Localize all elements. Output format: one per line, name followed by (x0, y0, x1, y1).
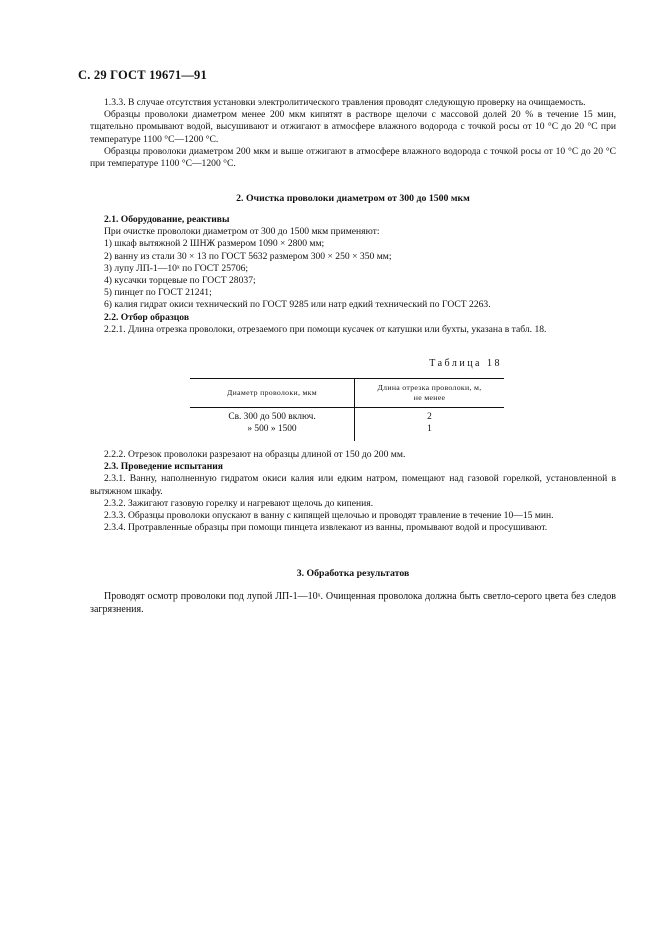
section-2-body (90, 214, 616, 336)
table-caption: Таблица 18 (429, 358, 502, 369)
paragraph-2-3-3: 2.3.3. Образцы проволоки опускают в ванну с кипящей щелочью и проводят травление в течение 10—15 мин. (104, 510, 554, 522)
heading-2-2: 2.2. Отбор образцов (104, 311, 190, 323)
heading-2-1: 2.1. Оборудование, реактивы (104, 214, 230, 225)
paragraph-2-3-1: 2.3.1. Ванну, наполненную гидратом окиси калия или едким натром, помещают над газовой горелкой, установленной в вытяжном шкафу. (90, 473, 616, 497)
header-length-line2: не менее (413, 393, 446, 402)
section-2-title: 2. Очистка проволоки диаметром от 300 до 1500 мкм (236, 193, 470, 204)
list-item: 3) лупу ЛП-1—10ˣ по ГОСТ 25706; (104, 262, 249, 274)
list-item: 2) ванну из стали 30 × 13 по ГОСТ 5632 размером 300 × 250 × 350 мм; (104, 250, 392, 262)
paragraph-2-2-2: 2.2.2. Отрезок проволоки разрезают на образцы длиной от 150 до 200 мм. (104, 449, 406, 460)
cell-length: 2 (355, 408, 505, 424)
paragraph-1-3-3: 1.3.3. В случае отсутствия установки электролитического травления проводят следующую проверку на очищаемость. (104, 97, 586, 108)
list-item: 4) кусачки торцевые по ГОСТ 28037; (104, 275, 256, 287)
section-2-2-2-onward (90, 449, 616, 534)
cell-diameter: » 500 » 1500 (247, 423, 297, 434)
section-3-title: 3. Обработка результатов (296, 568, 410, 579)
page-header: С. 29 ГОСТ 19671—91 (78, 68, 207, 82)
section-3-body (90, 591, 616, 617)
paragraph-2-3-2: 2.3.2. Зажигают газовую горелку и нагревают щелочь до кипения. (104, 497, 374, 509)
table-header-length (355, 379, 505, 408)
table-row (190, 424, 504, 442)
section-1-3-3 (90, 97, 616, 170)
header-length-line1: Длина отрезка проволоки, м, (377, 383, 482, 392)
paragraph-2-2-1: 2.2.1. Длина отрезка проволоки, отрезаемого при помощи кусачек от катушки или бухты, указана в табл. 18. (104, 323, 547, 335)
heading-2-3: 2.3. Проведение испытания (104, 461, 223, 473)
paragraph-1-3-3-b: Образцы проволоки диаметром 200 мкм и выше отжигают в атмосфере влажного водорода с точкой росы от 10 °С до 20 °С при температуре 1100 °С—1200 °С. (90, 145, 616, 170)
paragraph-1-3-3-a: Образцы проволоки диаметром менее 200 мкм кипятят в растворе щелочи с массовой долей 20 % в течение 15 мин, тщательно промывают водой, высушивают и отжигают в атмосфере влажного водорода с точкой росы от 10 °С до 20 °С при температуре 1100 °С—1200 °С. (90, 109, 616, 145)
list-item: 1) шкаф вытяжной 2 ШНЖ размером 1090 × 2800 мм; (104, 238, 325, 250)
cell-length: 1 (355, 424, 505, 442)
list-item: 6) калия гидрат окиси технический по ГОСТ 9285 или натр едкий технический по ГОСТ 2263. (104, 299, 491, 311)
table-header-row (190, 379, 504, 408)
paragraph-3: Проводят осмотр проволоки под лупой ЛП-1—10ˣ. Очищенная проволока должна быть светло-серого цвета без следов загрязнения. (90, 591, 616, 615)
list-item: 5) пинцет по ГОСТ 21241; (104, 287, 212, 299)
data-table (190, 378, 504, 441)
table-header-diameter: Диаметр проволоки, мкм (190, 379, 355, 408)
paragraph-2-1: При очистке проволоки диаметром от 300 до 1500 мкм применяют: (104, 226, 380, 238)
table-row (190, 408, 504, 424)
paragraph-2-3-4: 2.3.4. Протравленные образцы при помощи пинцета извлекают из ванны, промывают водой и просушивают. (104, 522, 548, 534)
cell-diameter: Св. 300 до 500 включ. (228, 412, 316, 422)
